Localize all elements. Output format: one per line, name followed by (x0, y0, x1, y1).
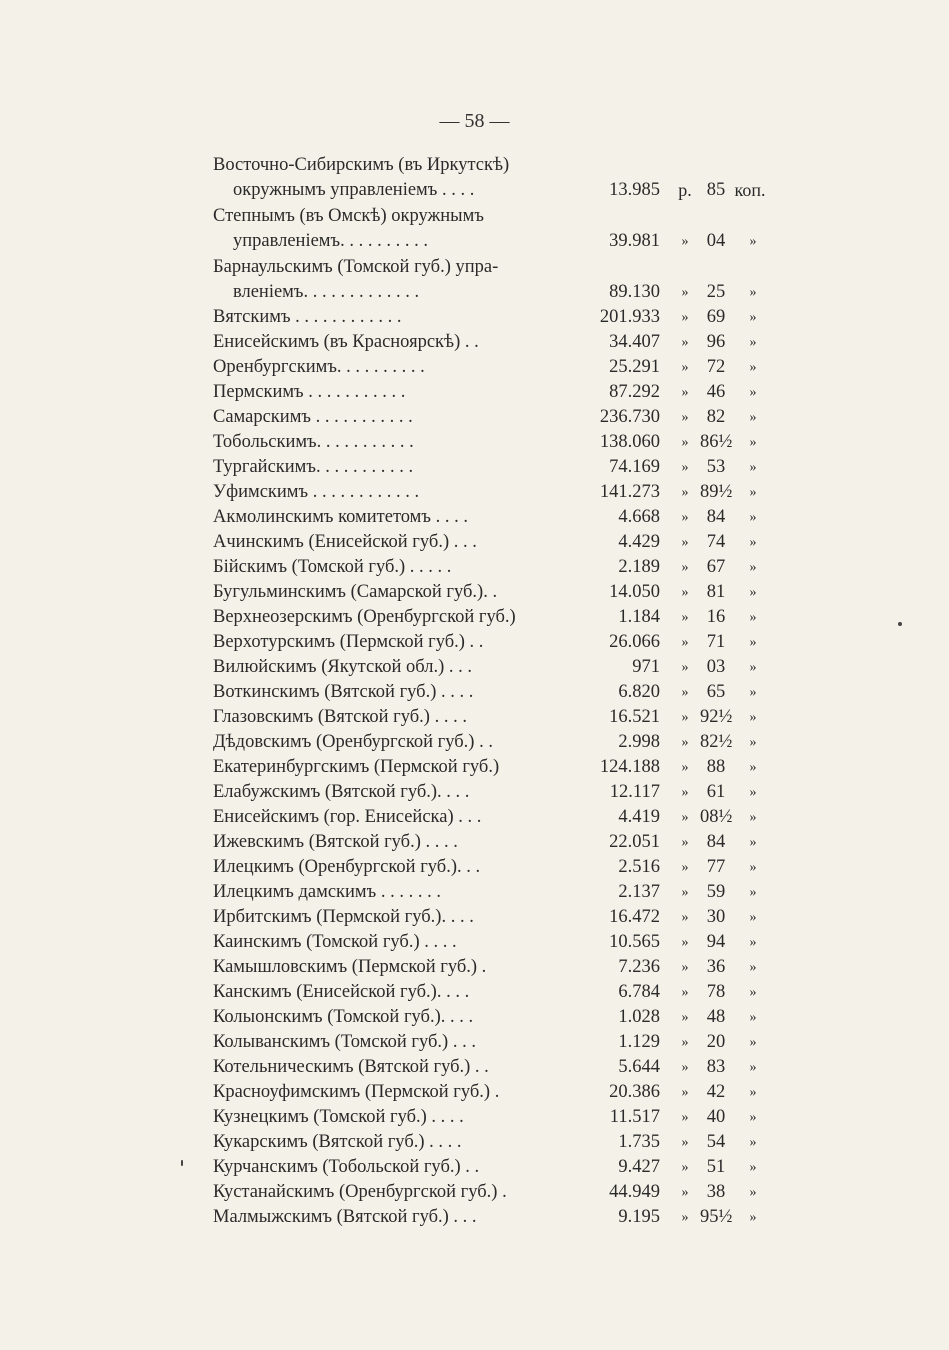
entry-amount-kopecks: 67 (706, 557, 726, 577)
entry-label: Курчанскимъ (Тобольской губ.) . . (213, 1157, 480, 1177)
entry-row (213, 830, 773, 855)
entry-amount-rubles: 124.188 (599, 757, 660, 777)
ledger-entry (213, 530, 773, 555)
entry-row (213, 905, 773, 930)
entry-kopeck-unit: » (749, 860, 757, 875)
entry-ruble-unit: » (681, 585, 689, 600)
entry-amount-rubles: 13.985 (609, 180, 660, 200)
entry-kopeck-unit: » (749, 285, 757, 300)
entry-amount-rubles: 201.933 (599, 307, 660, 327)
ledger-entry (213, 805, 773, 830)
entry-kopeck-unit: » (749, 760, 757, 775)
entry-amount-rubles: 2.516 (618, 857, 660, 877)
ledger-entry (213, 580, 773, 605)
entry-label: Енисейскимъ (гор. Енисейска) . . . (213, 807, 482, 827)
entry-row (213, 254, 773, 280)
entry-amount-rubles: 44.949 (609, 1182, 660, 1202)
entry-label: Воткинскимъ (Вятской губ.) . . . . (213, 682, 474, 702)
entry-label: Кузнецкимъ (Томской губ.) . . . . (213, 1107, 464, 1127)
entry-amount-kopecks: 16 (706, 607, 726, 627)
entry-label: окружнымъ управленіемъ . . . . (233, 180, 475, 200)
entry-ruble-unit: » (681, 885, 689, 900)
entry-kopeck-unit: » (749, 985, 757, 1000)
entry-row (213, 455, 773, 480)
entry-label: Верхнеозерскимъ (Оренбургской губ.) (213, 607, 516, 627)
entry-ruble-unit: » (681, 410, 689, 425)
entry-ruble-unit: » (681, 1135, 689, 1150)
ledger-entry (213, 152, 773, 203)
entry-ruble-unit: » (681, 1185, 689, 1200)
entry-kopeck-unit: » (749, 1160, 757, 1175)
entry-label: Ижевскимъ (Вятской губ.) . . . . (213, 832, 458, 852)
entry-label: Тургайскимъ. . . . . . . . . . . (213, 457, 414, 477)
entry-amount-kopecks: 72 (706, 357, 726, 377)
entry-label: Глазовскимъ (Вятской губ.) . . . . (213, 707, 467, 727)
entry-amount-kopecks: 51 (706, 1157, 726, 1177)
entry-label: Оренбургскимъ. . . . . . . . . . (213, 357, 425, 377)
entry-amount-rubles: 1.028 (618, 1007, 660, 1027)
entry-label: Кустанайскимъ (Оренбургской губ.) . (213, 1182, 507, 1202)
entry-label: Дѣдовскимъ (Оренбургской губ.) . . (213, 732, 493, 752)
entry-row (213, 880, 773, 905)
entry-row (213, 330, 773, 355)
entry-amount-rubles: 6.784 (618, 982, 660, 1002)
entry-amount-rubles: 7.236 (618, 957, 660, 977)
entry-amount-rubles: 6.820 (618, 682, 660, 702)
entry-amount-kopecks: 03 (706, 657, 726, 677)
entry-amount-rubles: 11.517 (609, 1107, 660, 1127)
entry-kopeck-unit: » (749, 510, 757, 525)
margin-mark-left (181, 1160, 183, 1166)
ledger-entry (213, 1105, 773, 1130)
entry-row (213, 930, 773, 955)
entry-label: Акмолинскимъ комитетомъ . . . . (213, 507, 468, 527)
entry-label: Верхотурскимъ (Пермской губ.) . . (213, 632, 484, 652)
entry-ruble-unit: » (681, 685, 689, 700)
entry-ruble-unit: » (681, 1210, 689, 1225)
entry-amount-rubles: 2.137 (618, 882, 660, 902)
entry-label: Восточно-Сибирскимъ (въ Иркутскѣ) (213, 155, 510, 175)
ledger-entry (213, 380, 773, 405)
entry-amount-kopecks: 53 (706, 457, 726, 477)
entry-kopeck-unit: » (749, 560, 757, 575)
ledger-entry (213, 630, 773, 655)
entry-label: Колыонскимъ (Томской губ.). . . . (213, 1007, 474, 1027)
entry-row (213, 655, 773, 680)
ledger-entry (213, 305, 773, 330)
entry-row (213, 780, 773, 805)
entry-kopeck-unit: » (749, 1210, 757, 1225)
entry-label: Пермскимъ . . . . . . . . . . . (213, 382, 406, 402)
entry-amount-kopecks: 83 (706, 1057, 726, 1077)
entry-ruble-unit: » (681, 710, 689, 725)
entry-amount-kopecks: 04 (706, 231, 726, 251)
ledger-entry (213, 203, 773, 254)
entry-label: Енисейскимъ (въ Красноярскѣ) . . (213, 332, 479, 352)
entry-amount-kopecks: 38 (706, 1182, 726, 1202)
entry-ruble-unit: » (681, 985, 689, 1000)
entry-amount-kopecks: 77 (706, 857, 726, 877)
entry-row-continuation (213, 229, 773, 254)
entry-amount-kopecks: 86½ (700, 432, 733, 452)
entry-amount-kopecks: 88 (706, 757, 726, 777)
ledger-entry (213, 705, 773, 730)
entry-row (213, 405, 773, 430)
entry-amount-rubles: 4.668 (618, 507, 660, 527)
entry-ruble-unit: » (681, 760, 689, 775)
entry-amount-kopecks: 30 (706, 907, 726, 927)
entry-ruble-unit: » (681, 535, 689, 550)
entry-amount-kopecks: 95½ (700, 1207, 733, 1227)
entry-kopeck-unit: » (749, 460, 757, 475)
entry-label: Ачинскимъ (Енисейской губ.) . . . (213, 532, 477, 552)
entry-amount-rubles: 4.429 (618, 532, 660, 552)
entry-row (213, 680, 773, 705)
ledger-entry (213, 355, 773, 380)
entry-ruble-unit: » (681, 1060, 689, 1075)
entry-kopeck-unit: » (749, 1060, 757, 1075)
entry-kopeck-unit: » (749, 735, 757, 750)
entry-kopeck-unit: » (749, 335, 757, 350)
entry-ruble-unit: » (681, 234, 689, 249)
entry-kopeck-unit: » (749, 535, 757, 550)
entry-amount-rubles: 2.998 (618, 732, 660, 752)
entry-amount-rubles: 1.735 (618, 1132, 660, 1152)
entry-kopeck-unit: » (749, 935, 757, 950)
entry-row (213, 755, 773, 780)
entry-row (213, 605, 773, 630)
entry-ruble-unit: » (681, 285, 689, 300)
entry-row (213, 1055, 773, 1080)
entry-row (213, 730, 773, 755)
entry-amount-rubles: 22.051 (609, 832, 660, 852)
entry-amount-rubles: 34.407 (609, 332, 660, 352)
entry-ruble-unit: » (681, 1110, 689, 1125)
entry-label: Бугульминскимъ (Самарской губ.). . (213, 582, 498, 602)
entry-amount-kopecks: 71 (706, 632, 726, 652)
entry-amount-kopecks: 08½ (700, 807, 733, 827)
entry-kopeck-unit: » (749, 234, 757, 249)
entry-kopeck-unit: » (749, 1185, 757, 1200)
entry-label: Ирбитскимъ (Пермской губ.). . . . (213, 907, 474, 927)
entry-amount-kopecks: 85 (706, 180, 726, 200)
ledger-entry (213, 254, 773, 305)
entry-kopeck-unit: » (749, 385, 757, 400)
entry-label: Тобольскимъ. . . . . . . . . . . (213, 432, 414, 452)
ledger-entry (213, 1005, 773, 1030)
entry-ruble-unit: » (681, 860, 689, 875)
entry-kopeck-unit: » (749, 635, 757, 650)
ledger-entry (213, 1055, 773, 1080)
entry-kopeck-unit: коп. (734, 180, 766, 200)
entry-ruble-unit: » (681, 360, 689, 375)
entry-amount-kopecks: 59 (706, 882, 726, 902)
entry-row (213, 380, 773, 405)
ledger-entry (213, 855, 773, 880)
entry-ruble-unit: » (681, 310, 689, 325)
entry-label: Уфимскимъ . . . . . . . . . . . . (213, 482, 420, 502)
ledger-entry (213, 430, 773, 455)
ledger-entry (213, 730, 773, 755)
entry-ruble-unit: » (681, 560, 689, 575)
entry-label: Котельническимъ (Вятской губ.) . . (213, 1057, 489, 1077)
entry-amount-kopecks: 84 (706, 507, 726, 527)
entry-label: Барнаульскимъ (Томской губ.) упра- (213, 257, 499, 277)
entry-kopeck-unit: » (749, 835, 757, 850)
entry-ruble-unit: » (681, 460, 689, 475)
entry-label: Камышловскимъ (Пермской губ.) . (213, 957, 487, 977)
entry-amount-rubles: 16.472 (609, 907, 660, 927)
entry-amount-kopecks: 69 (706, 307, 726, 327)
entry-label: Кукарскимъ (Вятской губ.) . . . . (213, 1132, 462, 1152)
ledger-entry (213, 655, 773, 680)
entry-ruble-unit: » (681, 485, 689, 500)
ledger-entry (213, 905, 773, 930)
entry-label: Бійскимъ (Томской губ.) . . . . . (213, 557, 452, 577)
entry-amount-kopecks: 65 (706, 682, 726, 702)
entry-row (213, 955, 773, 980)
entry-amount-rubles: 971 (632, 657, 660, 677)
ledger-entry (213, 1030, 773, 1055)
entry-row (213, 980, 773, 1005)
ledger-entry (213, 455, 773, 480)
entry-row (213, 203, 773, 229)
ledger-entry (213, 955, 773, 980)
entry-amount-rubles: 87.292 (609, 382, 660, 402)
entry-ruble-unit: » (681, 610, 689, 625)
entry-amount-rubles: 236.730 (599, 407, 660, 427)
entry-kopeck-unit: » (749, 885, 757, 900)
entry-ruble-unit: » (681, 785, 689, 800)
page-number: — 58 — (439, 110, 510, 132)
entry-kopeck-unit: » (749, 910, 757, 925)
entry-row (213, 355, 773, 380)
entry-row (213, 855, 773, 880)
entry-label: вленіемъ. . . . . . . . . . . . . (233, 282, 420, 302)
entry-amount-kopecks: 94 (706, 932, 726, 952)
entry-kopeck-unit: » (749, 435, 757, 450)
entry-kopeck-unit: » (749, 660, 757, 675)
entry-amount-kopecks: 74 (706, 532, 726, 552)
entry-ruble-unit: » (681, 1160, 689, 1175)
entry-amount-rubles: 1.184 (618, 607, 660, 627)
entry-amount-rubles: 12.117 (609, 782, 660, 802)
entry-amount-kopecks: 48 (706, 1007, 726, 1027)
entry-amount-kopecks: 96 (706, 332, 726, 352)
entry-row (213, 1105, 773, 1130)
entry-ruble-unit: » (681, 1010, 689, 1025)
entry-label: Вятскимъ . . . . . . . . . . . . (213, 307, 402, 327)
entry-amount-kopecks: 42 (706, 1082, 726, 1102)
entry-row (213, 152, 773, 178)
entry-label: Елабужскимъ (Вятской губ.). . . . (213, 782, 470, 802)
entry-amount-kopecks: 20 (706, 1032, 726, 1052)
entry-amount-rubles: 4.419 (618, 807, 660, 827)
entry-label: Самарскимъ . . . . . . . . . . . (213, 407, 413, 427)
ledger-entry (213, 1080, 773, 1105)
entry-ruble-unit: » (681, 510, 689, 525)
entry-kopeck-unit: » (749, 785, 757, 800)
entry-ruble-unit: » (681, 1035, 689, 1050)
ledger-entry (213, 1180, 773, 1205)
ledger-entry (213, 780, 773, 805)
entry-kopeck-unit: » (749, 1085, 757, 1100)
entry-kopeck-unit: » (749, 1035, 757, 1050)
entry-kopeck-unit: » (749, 1135, 757, 1150)
entry-amount-rubles: 5.644 (618, 1057, 660, 1077)
entry-ruble-unit: » (681, 735, 689, 750)
entry-row-continuation (213, 178, 773, 203)
entry-ruble-unit: » (681, 935, 689, 950)
entry-amount-rubles: 2.189 (618, 557, 660, 577)
entry-label: Екатеринбургскимъ (Пермской губ.) (213, 757, 500, 777)
entry-label: Малмыжскимъ (Вятской губ.) . . . (213, 1207, 477, 1227)
entry-ruble-unit: р. (678, 180, 692, 200)
entry-ruble-unit: » (681, 660, 689, 675)
entry-row-continuation (213, 280, 773, 305)
ledger-entry (213, 830, 773, 855)
entry-amount-rubles: 141.273 (599, 482, 660, 502)
entry-ruble-unit: » (681, 635, 689, 650)
entry-row (213, 1080, 773, 1105)
entry-kopeck-unit: » (749, 710, 757, 725)
entry-amount-rubles: 39.981 (609, 231, 660, 251)
ledger-entry (213, 755, 773, 780)
entry-row (213, 430, 773, 455)
entry-label: Вилюйскимъ (Якутской обл.) . . . (213, 657, 472, 677)
entry-row (213, 630, 773, 655)
entry-row (213, 505, 773, 530)
entry-kopeck-unit: » (749, 585, 757, 600)
entry-amount-kopecks: 81 (706, 582, 726, 602)
entry-amount-rubles: 25.291 (609, 357, 660, 377)
entry-label: Красноуфимскимъ (Пермской губ.) . (213, 1082, 500, 1102)
ledger-entry (213, 930, 773, 955)
entry-kopeck-unit: » (749, 1010, 757, 1025)
entry-amount-rubles: 20.386 (609, 1082, 660, 1102)
entry-kopeck-unit: » (749, 610, 757, 625)
entry-row (213, 305, 773, 330)
entry-row (213, 1005, 773, 1030)
entry-kopeck-unit: » (749, 1110, 757, 1125)
ledger-entry (213, 1205, 773, 1230)
entry-row (213, 1180, 773, 1205)
entry-ruble-unit: » (681, 810, 689, 825)
entry-amount-kopecks: 84 (706, 832, 726, 852)
entry-amount-rubles: 1.129 (618, 1032, 660, 1052)
ledger-entry (213, 1130, 773, 1155)
entry-kopeck-unit: » (749, 485, 757, 500)
entry-amount-rubles: 138.060 (599, 432, 660, 452)
entry-label: Канскимъ (Енисейской губ.). . . . (213, 982, 470, 1002)
entry-row (213, 480, 773, 505)
ledger-entry (213, 605, 773, 630)
entry-amount-kopecks: 92½ (700, 707, 733, 727)
entry-amount-kopecks: 82½ (700, 732, 733, 752)
entry-amount-kopecks: 25 (706, 282, 726, 302)
entry-row (213, 530, 773, 555)
entry-amount-kopecks: 46 (706, 382, 726, 402)
ledger-entry (213, 555, 773, 580)
ledger-entry (213, 480, 773, 505)
entry-amount-kopecks: 54 (706, 1132, 726, 1152)
entry-ruble-unit: » (681, 335, 689, 350)
entry-ruble-unit: » (681, 910, 689, 925)
entry-ruble-unit: » (681, 835, 689, 850)
entry-row (213, 1205, 773, 1230)
entry-label: Степнымъ (въ Омскѣ) окружнымъ (213, 206, 484, 226)
entry-ruble-unit: » (681, 435, 689, 450)
ledger-entry (213, 980, 773, 1005)
entry-amount-kopecks: 61 (706, 782, 726, 802)
entry-kopeck-unit: » (749, 960, 757, 975)
entry-kopeck-unit: » (749, 410, 757, 425)
margin-mark-right (898, 622, 902, 626)
entry-row (213, 705, 773, 730)
ledger-entry (213, 1155, 773, 1180)
entry-row (213, 805, 773, 830)
ledger-table (213, 152, 773, 1230)
entry-amount-kopecks: 36 (706, 957, 726, 977)
entry-kopeck-unit: » (749, 310, 757, 325)
ledger-entry (213, 330, 773, 355)
entry-label: Колыванскимъ (Томской губ.) . . . (213, 1032, 476, 1052)
entry-ruble-unit: » (681, 960, 689, 975)
entry-amount-rubles: 9.195 (618, 1207, 660, 1227)
entry-kopeck-unit: » (749, 685, 757, 700)
entry-amount-kopecks: 78 (706, 982, 726, 1002)
entry-ruble-unit: » (681, 385, 689, 400)
entry-label: Каинскимъ (Томской губ.) . . . . (213, 932, 457, 952)
entry-amount-rubles: 9.427 (618, 1157, 660, 1177)
entry-label: управленіемъ. . . . . . . . . . (233, 231, 428, 251)
entry-row (213, 1155, 773, 1180)
entry-amount-rubles: 16.521 (609, 707, 660, 727)
entry-amount-kopecks: 40 (706, 1107, 726, 1127)
entry-label: Илецкимъ (Оренбургской губ.). . . (213, 857, 481, 877)
ledger-entry (213, 505, 773, 530)
ledger-entry (213, 880, 773, 905)
entry-amount-rubles: 14.050 (609, 582, 660, 602)
ledger-entry (213, 405, 773, 430)
entry-amount-rubles: 10.565 (609, 932, 660, 952)
entry-amount-kopecks: 89½ (700, 482, 733, 502)
entry-amount-kopecks: 82 (706, 407, 726, 427)
entry-row (213, 555, 773, 580)
entry-row (213, 580, 773, 605)
entry-label: Илецкимъ дамскимъ . . . . . . . (213, 882, 441, 902)
entry-amount-rubles: 89.130 (609, 282, 660, 302)
entry-row (213, 1130, 773, 1155)
entry-kopeck-unit: » (749, 360, 757, 375)
entry-amount-rubles: 74.169 (609, 457, 660, 477)
ledger-entry (213, 680, 773, 705)
entry-kopeck-unit: » (749, 810, 757, 825)
entry-row (213, 1030, 773, 1055)
entry-ruble-unit: » (681, 1085, 689, 1100)
entry-amount-rubles: 26.066 (609, 632, 660, 652)
